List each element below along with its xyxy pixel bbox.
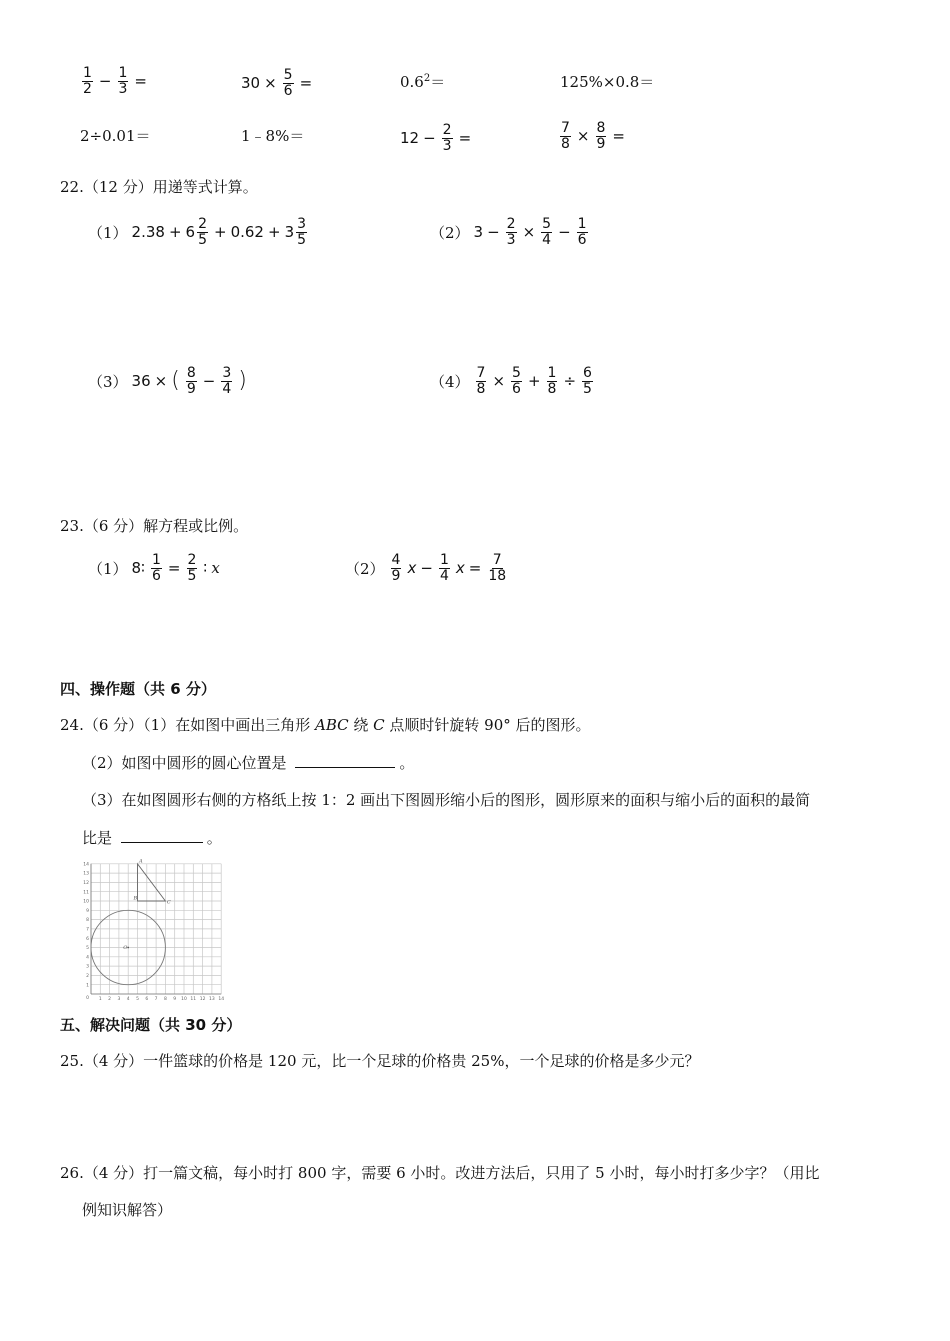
denominator: 3 [506,231,516,248]
q22-title: 22.（12 分）用递等式计算。 [60,178,258,196]
item-label: （2） [345,559,385,578]
numerator: 8 [186,365,196,381]
fraction [577,217,588,247]
q23-p1 [88,553,220,583]
operator: + [527,372,541,391]
point-label: B [133,895,138,902]
denominator: 4 [222,380,232,397]
operator: × [522,223,536,242]
q22-p1 [88,217,309,247]
y-tick-label: 11 [83,890,89,896]
denominator: 6 [512,380,521,397]
x-tick-label: 7 [154,997,158,1002]
text: 点顺时针旋转 90° 后的图形。 [384,716,591,734]
q23-p2 [345,553,509,583]
text: 。 [399,754,415,772]
numerator: 2 [187,552,197,568]
x-tick-label: 1 [98,997,102,1002]
equals: = [468,559,482,578]
x-tick-label: 4 [126,997,130,1002]
text: （2）如图中圆形的圆心位置是 [82,754,292,772]
operator: + [267,223,281,242]
item-label: （2） [430,223,470,242]
fraction [439,553,450,583]
fraction [442,123,453,153]
numerator: 5 [283,67,293,83]
x-tick-label: 6 [145,997,149,1002]
fraction [151,553,162,583]
x-tick-label: 2 [108,997,112,1002]
y-tick-label: 1 [86,983,89,989]
denominator: 4 [439,567,449,584]
ratio-sign: ∶ [203,559,208,578]
x-tick-label: 10 [181,997,187,1002]
equals: = [612,127,625,146]
section-4-title: 四、操作题（共 6 分） [60,680,216,698]
x-tick-label: 3 [117,997,121,1002]
origin-label: 0 [86,996,89,1001]
variable: x [455,559,465,578]
oral-r1-c3 [400,71,445,92]
y-tick-label: 8 [86,918,89,924]
equals: ＝ [430,73,446,91]
denominator: 3 [118,80,128,97]
number: 0.6 [400,73,424,91]
denominator: 6 [283,82,293,99]
y-tick-label: 7 [86,927,89,933]
x-tick-label: 8 [163,997,167,1002]
number: 36 [131,372,151,391]
q26-line1: 26.（4 分）打一篇文稿，每小时打 800 字，需要 6 小时。改进方法后，只用了 5 小时，每小时打多少字？（用比 [60,1164,820,1182]
q22-p4 [430,366,595,396]
left-paren: ( [171,368,180,394]
denominator: 5 [583,380,592,397]
y-tick-label: 5 [86,946,89,952]
fraction [221,366,232,396]
operator: ÷ [563,372,577,391]
fraction [197,217,208,247]
operator: − [558,223,571,242]
operator: − [202,372,216,391]
y-tick-label: 6 [86,936,89,942]
q24-line4 [82,827,222,848]
fraction [296,217,307,247]
fraction [582,366,593,396]
fraction [476,366,487,396]
triangle-name: ABC [314,716,349,734]
number: 3 [473,223,484,242]
numerator: 8 [596,120,606,136]
operator: − [423,129,436,148]
denominator: 18 [488,567,507,584]
point-label: C [166,899,171,906]
y-tick-label: 13 [83,871,89,877]
mixed-number [285,217,309,247]
x-tick-label: 14 [218,997,225,1002]
center-dot [127,947,129,949]
fraction [541,217,552,247]
numerator: 5 [542,216,552,232]
denominator: 5 [297,231,307,248]
oral-r1-c1 [80,66,147,96]
variable: x [211,559,220,578]
y-tick-label: 9 [86,908,89,914]
equals: = [134,72,147,91]
fraction [187,553,198,583]
grid-figure [76,856,228,1002]
whole-part: 3 [284,223,295,242]
number: 0.62 [230,223,264,242]
section-5-title: 五、解决问题（共 30 分） [60,1016,242,1034]
q24-line2 [82,752,414,773]
fraction [186,366,197,396]
numerator: 6 [583,365,592,381]
numerator: 2 [198,216,207,232]
equals: = [167,559,181,578]
numerator: 7 [492,552,502,568]
q23-title: 23.（6 分）解方程或比例。 [60,517,249,535]
x-tick-label: 5 [136,997,139,1002]
fraction [118,66,129,96]
numerator: 3 [222,365,232,381]
oral-r1-c2 [241,68,312,98]
numerator: 7 [561,120,570,136]
denominator: 8 [476,380,486,397]
item-label: （1） [88,559,128,578]
denominator: 4 [542,231,552,248]
y-tick-label: 10 [83,899,89,905]
fraction [596,121,607,151]
denominator: 8 [561,135,570,152]
oral-r2-c3 [400,123,471,153]
y-tick-label: 3 [86,964,89,970]
denominator: 8 [547,380,557,397]
x-tick-label: 13 [209,997,215,1002]
numerator: 3 [297,216,307,232]
oral-r2-c4 [558,121,625,151]
operator: + [168,223,182,242]
operator: × [264,74,277,93]
denominator: 9 [391,567,401,584]
fraction [283,68,294,98]
q22-p3 [88,366,247,396]
denominator: 5 [198,231,207,248]
numerator: 1 [83,65,92,81]
fraction [560,121,571,151]
numerator: 5 [512,365,521,381]
answer-blank[interactable] [121,841,203,843]
denominator: 9 [596,135,606,152]
denominator: 6 [577,231,587,248]
operator: − [420,559,433,578]
text: 。 [206,829,222,847]
mixed-number [186,217,210,247]
whole-part: 6 [185,223,196,242]
y-tick-label: 14 [83,862,89,868]
number: 30 [241,74,261,93]
number: 2.38 [131,223,165,242]
oral-r2-c1: 2÷0.01＝ [80,127,151,145]
text: 绕 [348,716,374,734]
point-label: O [123,945,128,951]
x-tick-label: 12 [199,997,206,1002]
q24-line1 [60,714,591,735]
oral-r1-c4: 125%×0.8＝ [560,73,655,91]
numerator: 4 [391,552,401,568]
operator: × [492,372,506,391]
point-name: C [373,716,385,734]
denominator: 6 [152,567,161,584]
fraction [82,66,93,96]
answer-blank[interactable] [295,766,395,768]
item-label: （3） [88,372,128,391]
numerator: 1 [577,216,587,232]
right-paren: ) [238,368,247,394]
item-label: （1） [88,223,128,242]
numerator: 1 [547,365,557,381]
operator: + [214,223,227,242]
number: 12 [400,129,420,148]
fraction [547,366,558,396]
numerator: 1 [439,552,449,568]
grid-shapes [91,858,171,984]
x-tick-label: 11 [190,997,197,1002]
exponent: 2 [423,73,431,84]
q26-line2: 例知识解答） [82,1201,173,1219]
fraction [391,553,402,583]
fraction [511,366,522,396]
q25-text: 25.（4 分）一件篮球的价格是 120 元，比一个足球的价格贵 25%，一个足球的价格是多少元？ [60,1052,700,1070]
q24-line3: （3）在如图圆形右侧的方格纸上按 1：2 画出下图圆形缩小后的图形，圆形原来的面积与缩小后的面积的最简 [82,791,811,809]
q22-p2 [430,217,590,247]
operator: − [487,223,500,242]
numerator: 2 [506,216,516,232]
equals: = [458,129,472,148]
denominator: 3 [442,137,452,154]
variable: x [407,559,417,578]
denominator: 2 [83,80,92,97]
numerator: 7 [476,365,486,381]
x-tick-label: 9 [173,997,177,1002]
y-tick-label: 12 [83,881,89,886]
point-label: A [139,858,143,865]
denominator: 9 [186,380,196,397]
denominator: 5 [187,567,197,584]
text: 比是 [82,829,117,847]
y-tick-label: 2 [86,974,89,979]
numerator: 1 [152,552,161,568]
oral-r2-c2: 1﹣8%＝ [241,127,305,145]
item-label: （4） [430,372,470,391]
operator: − [98,72,112,91]
numerator: 2 [442,122,452,138]
y-tick-label: 4 [86,955,89,961]
operator: × [576,127,590,146]
fraction [487,553,507,583]
operator: × [154,372,168,391]
text: 24.（6 分）（1）在如图中画出三角形 [60,716,315,734]
grid-lines [91,864,221,994]
fraction [506,217,517,247]
number: 8∶ [131,559,145,578]
equals: = [299,74,313,93]
numerator: 1 [118,65,128,81]
